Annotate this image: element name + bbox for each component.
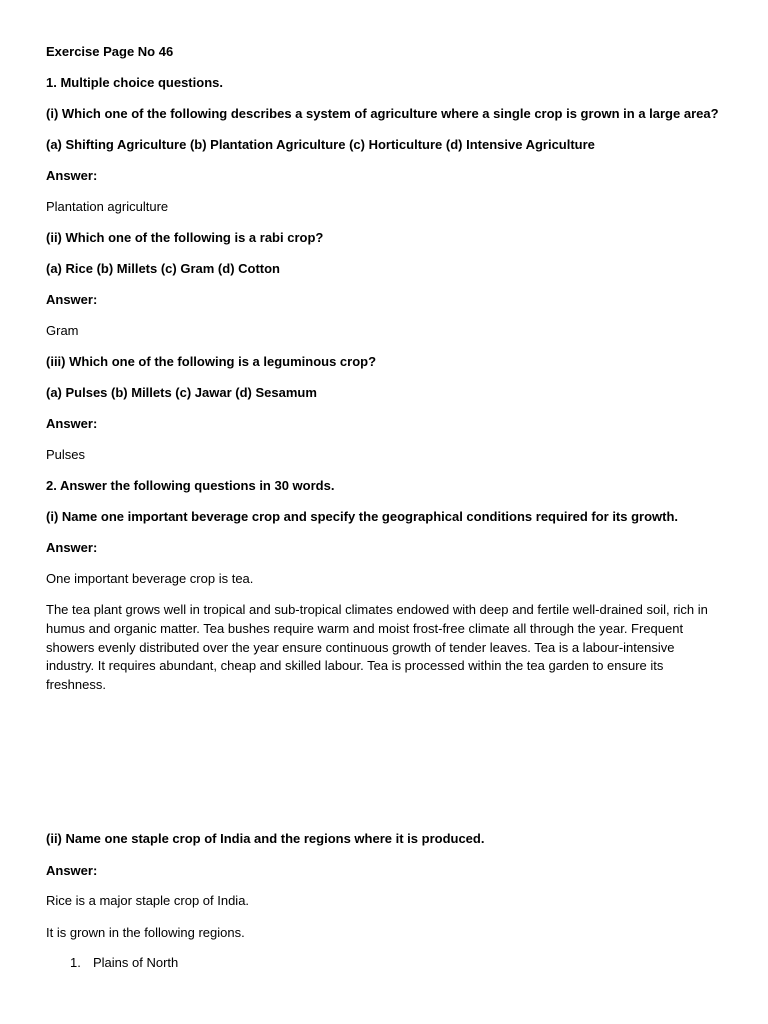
- answer-5-line-2: It is grown in the following regions.: [46, 925, 245, 940]
- answer-label-4: Answer:: [46, 540, 98, 555]
- answer-2: Gram: [46, 323, 79, 338]
- answer-label-5: Answer:: [46, 863, 98, 878]
- list-item-text: Plains of North: [93, 955, 179, 970]
- answer-label-2: Answer:: [46, 292, 98, 307]
- answer-1: Plantation agriculture: [46, 199, 169, 214]
- answer-4-paragraph: The tea plant grows well in tropical and sub-tropical climates endowed with deep and fertile well-drained soil, rich in humus and organic matter. Tea bushes require warm and moist frost-free climate all through the year. Frequent showers evenly distributed over the year ensure continuous growth of tender leaves. Tea is a labour-intensive industry. It requires abundant, cheap and skilled labour. Tea is processed within the tea garden to ensure its freshness.: [46, 602, 708, 693]
- question-3-options: (a) Pulses (b) Millets (c) Jawar (d) Sesamum: [46, 385, 317, 400]
- answer-label-1: Answer:: [46, 168, 98, 183]
- question-2-options: (a) Rice (b) Millets (c) Gram (d) Cotton: [46, 261, 280, 276]
- section-title-short-answer: 2. Answer the following questions in 30 words.: [46, 478, 335, 493]
- answer-4-line: One important beverage crop is tea.: [46, 571, 254, 586]
- answer-3: Pulses: [46, 447, 86, 462]
- question-3: (iii) Which one of the following is a leguminous crop?: [46, 354, 377, 369]
- section-title-mcq: 1. Multiple choice questions.: [46, 75, 223, 90]
- question-5: (ii) Name one staple crop of India and the regions where it is produced.: [46, 831, 485, 846]
- list-item: [70, 954, 178, 972]
- question-2: (ii) Which one of the following is a rabi crop?: [46, 230, 324, 245]
- question-1: (i) Which one of the following describes a system of agriculture where a single crop is grown in a large area?: [46, 106, 719, 121]
- question-4: (i) Name one important beverage crop and specify the geographical conditions required for its growth.: [46, 509, 679, 524]
- answer-5-line-1: Rice is a major staple crop of India.: [46, 893, 250, 908]
- page-heading: Exercise Page No 46: [46, 44, 174, 59]
- question-1-options: (a) Shifting Agriculture (b) Plantation Agriculture (c) Horticulture (d) Intensive Agriculture: [46, 137, 595, 152]
- answer-label-3: Answer:: [46, 416, 98, 431]
- list-item-number: 1.: [70, 955, 81, 970]
